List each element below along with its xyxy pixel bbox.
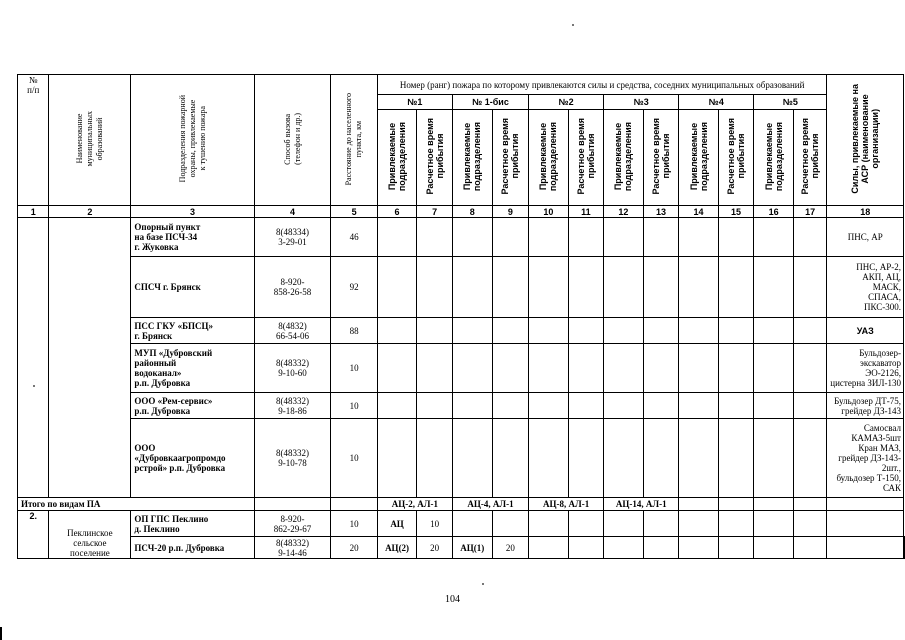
distance-cell: 46 <box>331 218 377 257</box>
municipality-name: Пеклинское сельское поселение <box>49 511 131 559</box>
section-number-cell <box>18 218 49 498</box>
distance-cell: 20 <box>331 537 377 559</box>
column-number: 3 <box>131 206 254 218</box>
column-number: 14 <box>679 206 718 218</box>
subheader-time-text: Расчетное время прибытия <box>424 118 445 195</box>
subheader-units-text: Привлекаемые подразделения <box>538 121 559 192</box>
subheader-time-text: Расчетное время прибытия <box>726 118 747 195</box>
column-number: 9 <box>492 206 529 218</box>
totals-row <box>18 498 905 511</box>
totals-rank-1: АЦ-2, АЛ-1 <box>377 498 452 511</box>
phone-cell: 8(48332) 9-10-60 <box>254 344 331 393</box>
column-number: 8 <box>452 206 492 218</box>
header-rank-2: №2 <box>529 95 604 110</box>
asr-cell: ПНС, АР-2, АКП, АЦ, МАСК, СПАСА, ПКС-300. <box>827 257 904 318</box>
phone-cell: 8(48334) 3-29-01 <box>254 218 331 257</box>
table-row <box>18 318 905 344</box>
totals-rank-2: АЦ-8, АЛ-1 <box>529 498 604 511</box>
unit-name: Опорный пункт на базе ПСЧ-34 г. Жуковка <box>131 218 254 257</box>
column-number: 6 <box>377 206 417 218</box>
subheader-units <box>754 110 793 206</box>
distance-cell: 88 <box>331 318 377 344</box>
table-row <box>18 344 905 393</box>
unit-name: ОП ГПС Пеклино д. Пеклино <box>131 511 254 537</box>
column-number: 5 <box>331 206 377 218</box>
fire-deployment-table <box>17 74 905 559</box>
table-row <box>18 257 905 318</box>
phone-cell: 8(4832) 66-54-06 <box>254 318 331 344</box>
header-col-distance <box>331 75 377 206</box>
header-col-asr <box>827 75 904 206</box>
table-row <box>18 218 905 257</box>
scan-speck <box>572 24 574 26</box>
column-number: 4 <box>254 206 331 218</box>
subheader-units-text: Привлекаемые подразделения <box>763 121 784 192</box>
header-rank-4: №4 <box>679 95 754 110</box>
rank-1-time: 20 <box>417 537 453 559</box>
header-col-method <box>254 75 331 206</box>
table-row <box>18 537 905 559</box>
column-number: 15 <box>718 206 754 218</box>
subheader-units-text: Привлекаемые подразделения <box>688 121 709 192</box>
column-number: 1 <box>18 206 49 218</box>
header-col-method-text: Способ вызова (телефон и др.) <box>282 113 302 165</box>
subheader-units-text: Привлекаемые подразделения <box>462 121 483 192</box>
rank-1bis-time: 20 <box>492 537 529 559</box>
column-number: 18 <box>827 206 904 218</box>
header-col-number: № п/п <box>18 75 49 206</box>
column-number: 12 <box>604 206 643 218</box>
distance-cell: 10 <box>331 419 377 498</box>
section-number: 2. <box>18 511 49 559</box>
subheader-units <box>377 110 417 206</box>
phone-cell: 8-920- 862-29-67 <box>254 511 331 537</box>
asr-cell: ПНС, АР <box>827 218 904 257</box>
scan-speck <box>482 583 484 585</box>
scan-edge-mark <box>0 627 2 640</box>
column-number: 10 <box>529 206 568 218</box>
header-rank-1bis: № 1-бис <box>452 95 528 110</box>
phone-cell: 8(48332) 9-10-78 <box>254 419 331 498</box>
subheader-time-text: Расчетное время прибытия <box>650 118 671 195</box>
subheader-units <box>529 110 568 206</box>
unit-name: МУП «Дубровский районный водоканал» р.п. Дубровка <box>131 344 254 393</box>
header-rank-5: №5 <box>754 95 827 110</box>
page-number: 104 <box>445 594 460 605</box>
column-number: 2 <box>49 206 131 218</box>
unit-name: ООО «Дубровкаагропромдо рстрой» р.п. Дубровка <box>131 419 254 498</box>
subheader-units <box>604 110 643 206</box>
header-rank-group: Номер (ранг) пожара по которому привлекаются силы и средства, соседних муниципальных образований <box>377 75 827 95</box>
unit-name: ООО «Рем-сервис» р.п. Дубровка <box>131 393 254 419</box>
subheader-units-text: Привлекаемые подразделения <box>613 121 634 192</box>
header-col-municipality <box>49 75 131 206</box>
header-rank-3: №3 <box>604 95 679 110</box>
header-col-distance-text: Расстояние до населенного пункта, км <box>344 92 364 186</box>
phone-cell: 8(48332) 9-18-86 <box>254 393 331 419</box>
header-col-asr-text: Силы, привлекаемые на АСР (наименование организации) <box>850 84 881 194</box>
table-row <box>18 511 905 537</box>
column-number: 11 <box>568 206 604 218</box>
header-col-units <box>131 75 254 206</box>
rank-1-units: АЦ(2) <box>377 537 417 559</box>
subheader-time-text: Расчетное время прибытия <box>500 118 521 195</box>
subheader-units <box>452 110 492 206</box>
subheader-time <box>643 110 679 206</box>
subheader-time-text: Расчетное время прибытия <box>575 118 596 195</box>
rank-1bis-units: АЦ(1) <box>452 537 492 559</box>
totals-label: Итого по видам ПА <box>18 498 255 511</box>
distance-cell: 10 <box>331 393 377 419</box>
subheader-time-text: Расчетное время прибытия <box>800 118 821 195</box>
column-number: 16 <box>754 206 793 218</box>
asr-cell: Бульдозер ДТ-75, грейдер ДЗ-143 <box>827 393 904 419</box>
subheader-time <box>568 110 604 206</box>
subheader-time <box>793 110 827 206</box>
asr-cell: Самосвал КАМАЗ-5шт Кран МАЗ, грейдер ДЗ-143- 2шт., бульдозер Т-150, САК <box>827 419 904 498</box>
unit-name: ПСС ГКУ «БПСЦ» г. Брянск <box>131 318 254 344</box>
distance-cell: 92 <box>331 257 377 318</box>
table-row <box>18 419 905 498</box>
subheader-time <box>492 110 529 206</box>
asr-cell: УАЗ <box>827 318 904 344</box>
rank-1-time: 10 <box>417 511 453 537</box>
distance-cell: 10 <box>331 344 377 393</box>
phone-cell: 8-920- 858-26-58 <box>254 257 331 318</box>
totals-rank-1bis: АЦ-4, АЛ-1 <box>452 498 528 511</box>
rank-1-units: АЦ <box>377 511 417 537</box>
subheader-time <box>718 110 754 206</box>
subheader-time <box>417 110 453 206</box>
header-col-municipality-text: Наименование муниципальных образований <box>74 111 104 167</box>
table-row <box>18 393 905 419</box>
municipality-cell <box>49 218 131 498</box>
header-rank-1: №1 <box>377 95 452 110</box>
subheader-units-text: Привлекаемые подразделения <box>387 121 408 192</box>
subheader-units <box>679 110 718 206</box>
column-number: 17 <box>793 206 827 218</box>
asr-cell: Бульдозер- экскаватор ЭО-2126, цистерна ЗИЛ-130 <box>827 344 904 393</box>
totals-rank-3: АЦ-14, АЛ-1 <box>604 498 679 511</box>
header-col-units-text: Подразделения пожарной охраны, привлекаемые к тушению пожара <box>177 95 207 183</box>
column-number: 7 <box>417 206 453 218</box>
phone-cell: 8(48332) 9-14-46 <box>254 537 331 559</box>
distance-cell: 10 <box>331 511 377 537</box>
unit-name: ПСЧ-20 р.п. Дубровка <box>131 537 254 559</box>
unit-name: СПСЧ г. Брянск <box>131 257 254 318</box>
column-number: 13 <box>643 206 679 218</box>
scan-speck <box>33 385 35 387</box>
